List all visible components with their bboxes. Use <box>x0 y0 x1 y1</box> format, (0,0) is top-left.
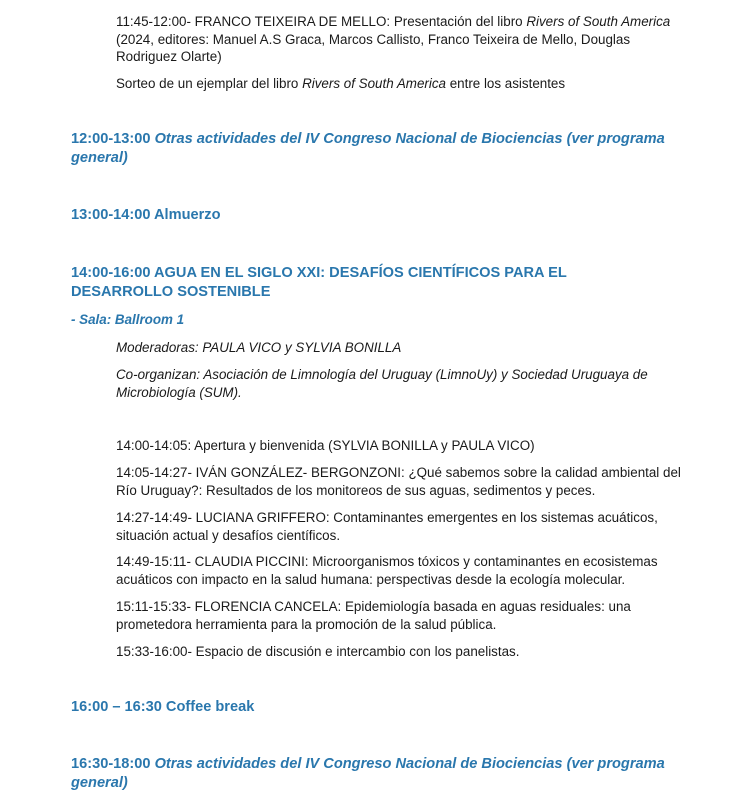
talk-text-end: (2024, editores: Manuel A.S Graca, Marcos Callisto, Franco Teixeira de Mello, Douglas Rodriguez Olarte) <box>116 31 631 64</box>
raffle-text: Sorteo de un ejemplar del libro <box>116 76 303 91</box>
raffle-text-end: entre los asistentes <box>445 76 566 91</box>
section-heading-lunch: 13:00-14:00 Almuerzo <box>71 207 221 223</box>
co-organizers: Co-organizan: Asociación de Limnología del Uruguay (LimnoUy) y Sociedad Uruguaya de Microbiología (SUM). <box>116 367 648 400</box>
section-heading-1630 <box>71 755 671 792</box>
agenda-item: 15:11-15:33- FLORENCIA CANCELA: Epidemiología basada en aguas residuales: una prometedora herramienta para la promoción de la salud pública. <box>116 599 631 632</box>
book-title: Rivers of South America <box>302 76 446 91</box>
section-title: Otras actividades del IV Congreso Nacional de Biociencias (ver programa general) <box>71 131 665 166</box>
section-time: 16:30-18:00 <box>71 756 155 772</box>
agenda-item: 15:33-16:00- Espacio de discusión e intercambio con los panelistas. <box>116 644 520 659</box>
section-title: Otras actividades del IV Congreso Nacional de Biociencias (ver programa general) <box>71 756 665 791</box>
talk-teixeira <box>116 13 686 66</box>
book-title: Rivers of South America <box>526 14 671 29</box>
section-heading-agua: 14:00-16:00 AGUA EN EL SIGLO XXI: DESAFÍOS CIENTÍFICOS PARA EL DESARROLLO SOSTENIBLE <box>71 265 567 300</box>
raffle-note <box>116 75 686 93</box>
agenda-item: 14:05-14:27- IVÁN GONZÁLEZ- BERGONZONI: ¿Qué sabemos sobre la calidad ambiental del Río Uruguay?: Resultados de los monitoreos de sus aguas, sedimentos y peces. <box>116 465 681 498</box>
agenda-item: 14:00-14:05: Apertura y bienvenida (SYLVIA BONILLA y PAULA VICO) <box>116 438 535 453</box>
talk-text: 11:45-12:00- FRANCO TEIXEIRA DE MELLO: Presentación del libro <box>116 14 527 29</box>
moderators: Moderadoras: PAULA VICO y SYLVIA BONILLA <box>116 340 402 355</box>
room-label: - Sala: Ballroom 1 <box>71 312 185 327</box>
section-heading-1200 <box>71 130 671 167</box>
section-time: 12:00-13:00 <box>71 131 155 147</box>
agenda-item: 14:27-14:49- LUCIANA GRIFFERO: Contaminantes emergentes en los sistemas acuáticos, situación actual y desafíos científicos. <box>116 510 658 543</box>
section-heading-coffee: 16:00 – 16:30 Coffee break <box>71 699 255 715</box>
agenda-item: 14:49-15:11- CLAUDIA PICCINI: Microorganismos tóxicos y contaminantes en ecosistemas acuáticos con impacto en la salud humana: perspectivas desde la ecología molecular. <box>116 554 658 587</box>
